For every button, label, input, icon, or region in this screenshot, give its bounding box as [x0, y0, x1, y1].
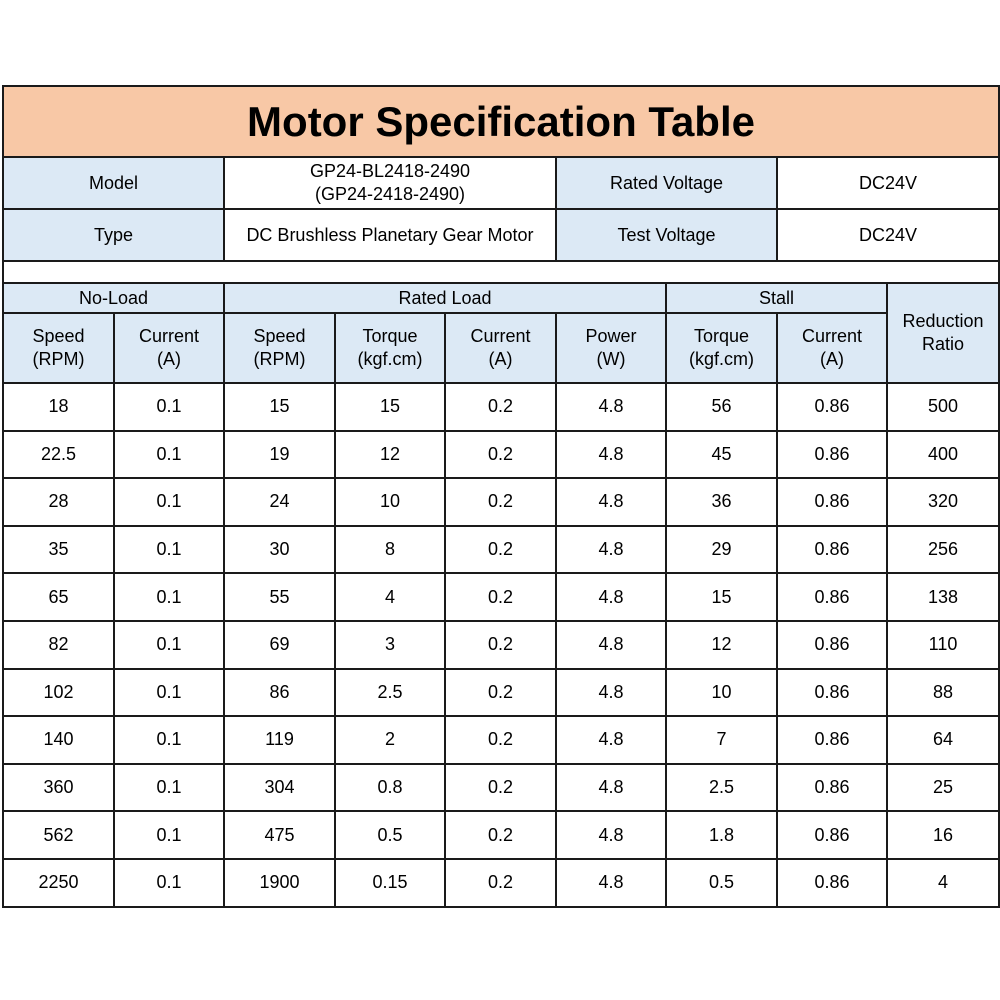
cell-rated-current: 0.2 [445, 859, 556, 907]
group-header-rated-load: Rated Load [224, 283, 666, 313]
spacer-row [3, 261, 999, 283]
column-header-line1: Current [138, 326, 200, 346]
column-header-rated-current [445, 313, 556, 383]
cell-rated-torque: 3 [335, 621, 445, 669]
cell-reduction-ratio: 400 [887, 431, 999, 479]
cell-stall-current: 0.86 [777, 478, 887, 526]
cell-no-load-current: 0.1 [114, 573, 224, 621]
cell-reduction-ratio: 25 [887, 764, 999, 812]
column-header-line2: (kgf.cm) [689, 349, 754, 369]
cell-no-load-current: 0.1 [114, 478, 224, 526]
cell-no-load-speed: 18 [3, 383, 114, 431]
cell-stall-current: 0.86 [777, 621, 887, 669]
table-row [3, 859, 999, 907]
cell-reduction-ratio: 500 [887, 383, 999, 431]
test-voltage-value: DC24V [777, 209, 999, 261]
cell-rated-current: 0.2 [445, 669, 556, 717]
reduction-ratio-line1: Reduction [902, 311, 984, 331]
cell-rated-speed: 86 [224, 669, 335, 717]
cell-rated-power: 4.8 [556, 478, 666, 526]
cell-stall-torque: 2.5 [666, 764, 777, 812]
cell-rated-speed: 19 [224, 431, 335, 479]
cell-rated-torque: 8 [335, 526, 445, 574]
cell-no-load-speed: 22.5 [3, 431, 114, 479]
cell-reduction-ratio: 138 [887, 573, 999, 621]
table-row [3, 431, 999, 479]
column-header-line1: Current [801, 326, 863, 346]
table-row [3, 811, 999, 859]
cell-rated-speed: 475 [224, 811, 335, 859]
column-header-line2: (RPM) [253, 349, 306, 369]
model-value-line1: GP24-BL2418-2490 [309, 161, 471, 181]
table-row [3, 764, 999, 812]
cell-stall-current: 0.86 [777, 811, 887, 859]
column-header-line1: Power [585, 326, 637, 346]
cell-rated-speed: 1900 [224, 859, 335, 907]
group-header-stall: Stall [666, 283, 887, 313]
cell-stall-torque: 36 [666, 478, 777, 526]
column-header-line2: (A) [820, 349, 844, 369]
cell-rated-speed: 55 [224, 573, 335, 621]
cell-rated-speed: 304 [224, 764, 335, 812]
cell-stall-torque: 1.8 [666, 811, 777, 859]
cell-stall-torque: 56 [666, 383, 777, 431]
cell-rated-torque: 0.8 [335, 764, 445, 812]
cell-no-load-current: 0.1 [114, 621, 224, 669]
cell-reduction-ratio: 256 [887, 526, 999, 574]
cell-rated-power: 4.8 [556, 859, 666, 907]
cell-rated-current: 0.2 [445, 764, 556, 812]
column-header-line2: (kgf.cm) [357, 349, 423, 369]
group-header-no-load: No-Load [3, 283, 224, 313]
cell-rated-power: 4.8 [556, 716, 666, 764]
cell-no-load-current: 0.1 [114, 431, 224, 479]
cell-no-load-speed: 35 [3, 526, 114, 574]
column-header-line2: (RPM) [32, 349, 85, 369]
cell-reduction-ratio: 320 [887, 478, 999, 526]
cell-stall-torque: 10 [666, 669, 777, 717]
cell-rated-current: 0.2 [445, 526, 556, 574]
cell-rated-torque: 0.5 [335, 811, 445, 859]
cell-no-load-current: 0.1 [114, 859, 224, 907]
cell-stall-current: 0.86 [777, 526, 887, 574]
cell-reduction-ratio: 110 [887, 621, 999, 669]
type-label: Type [3, 209, 224, 261]
table-row [3, 573, 999, 621]
cell-reduction-ratio: 16 [887, 811, 999, 859]
table-row [3, 526, 999, 574]
model-label: Model [3, 157, 224, 209]
column-header-row [3, 313, 999, 383]
cell-rated-power: 4.8 [556, 431, 666, 479]
cell-rated-power: 4.8 [556, 621, 666, 669]
column-header-stall-torque [666, 313, 777, 383]
column-header-line1: Current [470, 326, 531, 346]
cell-rated-power: 4.8 [556, 669, 666, 717]
cell-rated-power: 4.8 [556, 573, 666, 621]
cell-rated-speed: 30 [224, 526, 335, 574]
cell-stall-current: 0.86 [777, 573, 887, 621]
cell-rated-current: 0.2 [445, 431, 556, 479]
test-voltage-label: Test Voltage [556, 209, 777, 261]
column-header-stall-current [777, 313, 887, 383]
cell-reduction-ratio: 64 [887, 716, 999, 764]
model-value-line2: (GP24-2418-2490) [314, 184, 466, 204]
rated-voltage-label: Rated Voltage [556, 157, 777, 209]
cell-no-load-current: 0.1 [114, 383, 224, 431]
cell-no-load-speed: 28 [3, 478, 114, 526]
table-row [3, 621, 999, 669]
cell-rated-power: 4.8 [556, 526, 666, 574]
type-value: DC Brushless Planetary Gear Motor [224, 209, 556, 261]
cell-stall-torque: 15 [666, 573, 777, 621]
table-row [3, 669, 999, 717]
cell-no-load-current: 0.1 [114, 716, 224, 764]
cell-rated-power: 4.8 [556, 383, 666, 431]
column-header-line1: Speed [253, 326, 306, 346]
cell-rated-speed: 15 [224, 383, 335, 431]
cell-no-load-speed: 562 [3, 811, 114, 859]
column-header-no-load-current [114, 313, 224, 383]
table-title: Motor Specification Table [3, 86, 999, 157]
cell-rated-speed: 69 [224, 621, 335, 669]
table-row [3, 478, 999, 526]
reduction-ratio-line2: Ratio [922, 334, 965, 354]
cell-rated-current: 0.2 [445, 716, 556, 764]
cell-rated-current: 0.2 [445, 573, 556, 621]
cell-stall-current: 0.86 [777, 859, 887, 907]
table-row [3, 716, 999, 764]
cell-rated-current: 0.2 [445, 621, 556, 669]
table-row [3, 383, 999, 431]
cell-stall-current: 0.86 [777, 764, 887, 812]
cell-stall-current: 0.86 [777, 383, 887, 431]
cell-stall-torque: 12 [666, 621, 777, 669]
cell-rated-torque: 12 [335, 431, 445, 479]
column-header-no-load-speed [3, 313, 114, 383]
cell-rated-current: 0.2 [445, 383, 556, 431]
column-header-rated-power [556, 313, 666, 383]
cell-no-load-speed: 2250 [3, 859, 114, 907]
cell-stall-torque: 0.5 [666, 859, 777, 907]
cell-no-load-current: 0.1 [114, 669, 224, 717]
cell-no-load-speed: 360 [3, 764, 114, 812]
cell-rated-torque: 15 [335, 383, 445, 431]
spec-sheet [2, 85, 998, 908]
cell-stall-current: 0.86 [777, 716, 887, 764]
cell-no-load-current: 0.1 [114, 811, 224, 859]
cell-rated-power: 4.8 [556, 811, 666, 859]
cell-reduction-ratio: 88 [887, 669, 999, 717]
column-header-rated-torque [335, 313, 445, 383]
spec-table [2, 85, 1000, 908]
cell-rated-torque: 2.5 [335, 669, 445, 717]
cell-stall-current: 0.86 [777, 669, 887, 717]
cell-stall-torque: 29 [666, 526, 777, 574]
column-header-line1: Speed [32, 326, 85, 346]
cell-rated-current: 0.2 [445, 811, 556, 859]
cell-stall-current: 0.86 [777, 431, 887, 479]
cell-no-load-speed: 102 [3, 669, 114, 717]
cell-rated-speed: 24 [224, 478, 335, 526]
cell-stall-torque: 45 [666, 431, 777, 479]
cell-rated-power: 4.8 [556, 764, 666, 812]
cell-no-load-speed: 140 [3, 716, 114, 764]
cell-rated-current: 0.2 [445, 478, 556, 526]
cell-no-load-current: 0.1 [114, 764, 224, 812]
model-value [224, 157, 556, 209]
cell-no-load-current: 0.1 [114, 526, 224, 574]
cell-rated-speed: 119 [224, 716, 335, 764]
column-header-line2: (W) [596, 349, 626, 369]
column-header-line2: (A) [157, 349, 181, 369]
cell-rated-torque: 10 [335, 478, 445, 526]
column-header-line1: Torque [693, 326, 750, 346]
column-header-line2: (A) [488, 349, 513, 369]
column-header-line1: Torque [362, 326, 418, 346]
column-header-reduction-ratio [887, 283, 999, 383]
cell-stall-torque: 7 [666, 716, 777, 764]
cell-no-load-speed: 82 [3, 621, 114, 669]
cell-rated-torque: 2 [335, 716, 445, 764]
cell-reduction-ratio: 4 [887, 859, 999, 907]
column-header-rated-speed [224, 313, 335, 383]
rated-voltage-value: DC24V [777, 157, 999, 209]
cell-no-load-speed: 65 [3, 573, 114, 621]
cell-rated-torque: 4 [335, 573, 445, 621]
cell-rated-torque: 0.15 [335, 859, 445, 907]
